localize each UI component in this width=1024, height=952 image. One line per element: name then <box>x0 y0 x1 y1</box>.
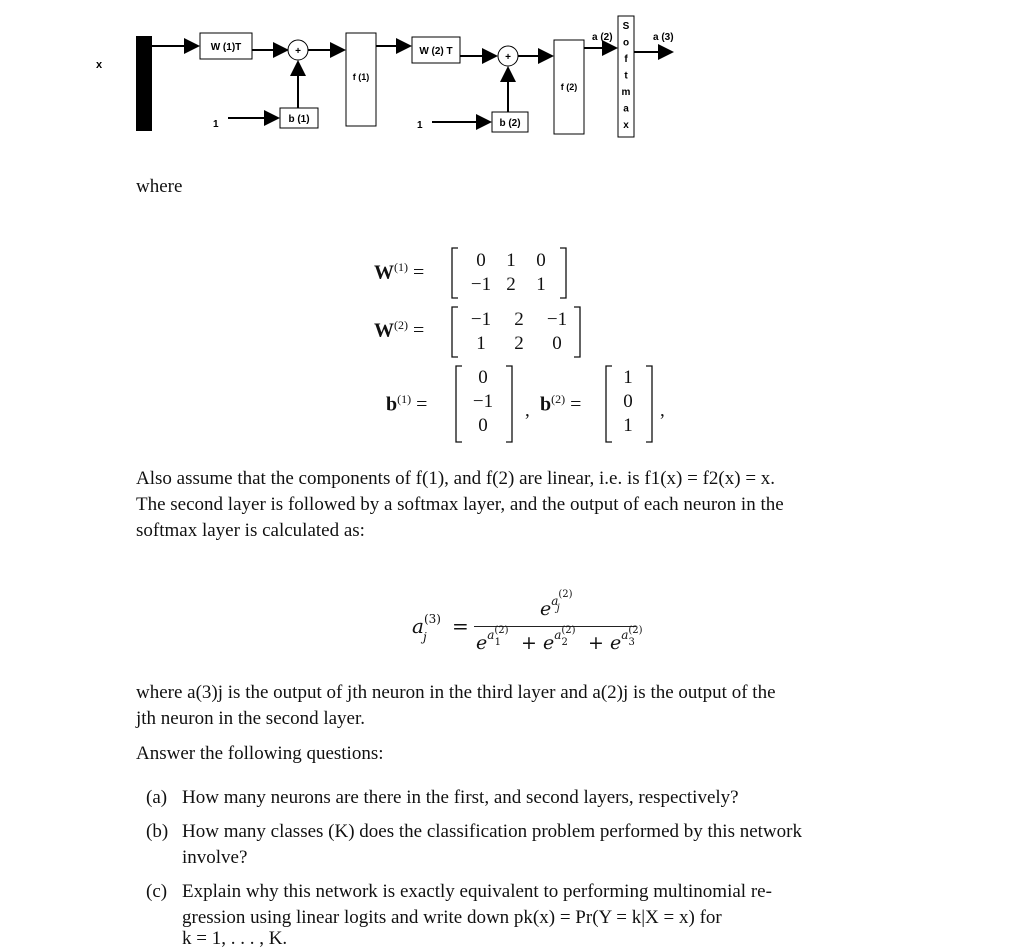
softmax-lhs: $a^{(3)}_j$ <box>412 612 441 644</box>
input-bar <box>136 36 152 131</box>
w2-cell: −1 <box>546 309 568 330</box>
one-label-2: 1 <box>417 120 423 131</box>
a3-label: a (3) <box>653 32 674 43</box>
w1-cell: 0 <box>476 250 486 271</box>
input-label: x <box>96 59 103 71</box>
b1-lhs <box>386 392 427 417</box>
w1-label: W (1)T <box>210 42 242 53</box>
w2-equals: = <box>413 319 425 342</box>
w2-cell: 1 <box>476 333 486 354</box>
question-c-label: (c) <box>146 881 168 902</box>
w1-cell: 0 <box>536 250 546 271</box>
softmax-lhs-symbol: a <box>412 614 424 638</box>
softmax-letter: S <box>622 21 630 32</box>
softmax-letter: t <box>624 70 628 82</box>
b2-label: b (2) <box>499 118 521 129</box>
w1-superscript: (1) <box>394 260 408 274</box>
softmax-letter: a <box>623 103 629 115</box>
b1-label: b (1) <box>288 114 310 125</box>
b1-equals: = <box>416 393 428 416</box>
b1-cell: 0 <box>478 415 488 436</box>
b2-trailing-comma: , <box>660 400 665 421</box>
w2-superscript: (2) <box>394 318 408 332</box>
softmax-letter: o <box>622 37 630 49</box>
softmax-denominator: $e^{a(2)1} + e^{a(2)2} + e^{a(2)3}$ <box>476 625 643 654</box>
where-line-1: where a(3)j is the output of jth neuron in the third layer and a(2)j is the output of the <box>136 682 776 703</box>
b2-symbol: b <box>540 393 552 416</box>
b2-cell: 1 <box>623 367 633 388</box>
assumption-line-3: softmax layer is calculated as: <box>136 520 365 541</box>
w1-cell: −1 <box>470 274 492 295</box>
w1-cell: 1 <box>506 250 516 271</box>
softmax-letter: f <box>624 54 628 65</box>
question-c-line-1: Explain why this network is exactly equivalent to performing multinomial re- <box>182 881 772 902</box>
softmax-letter: x <box>623 120 629 131</box>
w1-cell: 1 <box>536 274 546 295</box>
question-a-label: (a) <box>146 787 168 808</box>
question-c-line-2: gression using linear logits and write down pk(x) = Pr(Y = k|X = x) for <box>182 907 722 928</box>
w2-cell: 2 <box>514 309 524 330</box>
w1-equals: = <box>413 261 425 284</box>
w2-lhs <box>374 318 424 343</box>
where-label: where <box>136 176 183 197</box>
b1-cell: −1 <box>472 391 494 412</box>
question-b-line-2: involve? <box>182 847 248 868</box>
plus-1: + <box>295 46 301 57</box>
assumption-line-2: The second layer is followed by a softmax layer, and the output of each neuron in the <box>136 494 784 515</box>
softmax-numerator: $e^{a(2)j}$ <box>540 589 573 620</box>
w1-lhs <box>374 260 424 285</box>
f1-label: f (1) <box>352 72 370 82</box>
b-comma: , <box>525 400 530 421</box>
w2-symbol: W <box>374 319 394 342</box>
b2-cell: 1 <box>623 415 633 436</box>
assumption-line-1: Also assume that the components of f(1), and f(2) are linear, i.e. is f1(x) = f2(x) = x. <box>136 468 776 489</box>
b1-superscript: (1) <box>397 392 412 406</box>
f2-label: f (2) <box>560 82 578 92</box>
b2-cell: 0 <box>623 391 633 412</box>
question-c-line-3: k = 1, . . . , K. <box>182 928 288 949</box>
b2-equals: = <box>570 393 582 416</box>
w1-symbol: W <box>374 261 394 284</box>
where-line-2: jth neuron in the second layer. <box>136 708 365 729</box>
b1-symbol: b <box>386 393 398 416</box>
question-b-line-1: How many classes (K) does the classification problem performed by this network <box>182 821 802 842</box>
one-label-1: 1 <box>213 119 219 130</box>
question-a-text: How many neurons are there in the first, and second layers, respectively? <box>182 787 739 808</box>
network-diagram <box>0 0 1024 150</box>
w2-cell: 2 <box>514 333 524 354</box>
a2-label: a (2) <box>592 32 613 43</box>
w1-cell: 2 <box>506 274 516 295</box>
b2-lhs <box>540 392 581 417</box>
b2-superscript: (2) <box>551 392 566 406</box>
w2-cell: −1 <box>470 309 492 330</box>
softmax-equals: = <box>452 614 469 638</box>
question-b-label: (b) <box>146 821 169 842</box>
softmax-letter: m <box>621 87 631 98</box>
b1-cell: 0 <box>478 367 488 388</box>
w2-label: W (2) T <box>419 46 453 57</box>
w2-cell: 0 <box>552 333 562 354</box>
answer-prompt: Answer the following questions: <box>136 743 384 764</box>
plus-2: + <box>505 52 511 63</box>
